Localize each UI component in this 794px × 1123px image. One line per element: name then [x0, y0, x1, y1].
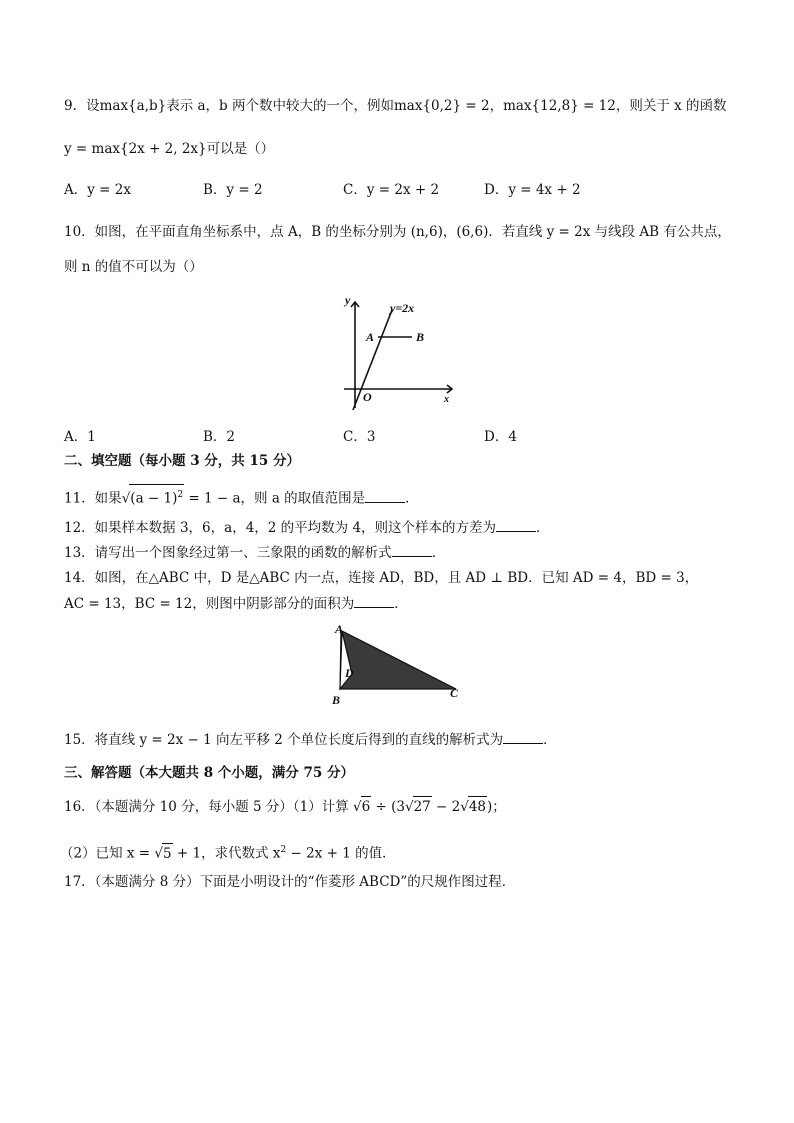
q13 [64, 543, 445, 563]
q15 [64, 730, 557, 750]
q11-answer-blank[interactable] [365, 490, 405, 503]
q14-line1: 14．如图，在△ABC 中，D 是△ABC 内一点，连接 AD，BD，且 AD ⊥ BD．已知 AD = 4，BD = 3， [64, 570, 699, 586]
q17: 17．（本题满分 8 分）下面是小明设计的“作菱形 ABCD”的尺规作图过程． [64, 874, 516, 890]
radicand-27: 27 [413, 796, 432, 817]
point-d-label: D [345, 666, 354, 680]
point-a-label: A [335, 622, 344, 636]
q10-line1: 10．如图，在平面直角坐标系中，点 A，B 的坐标分别为 (n,6)，(6,6)．若直线 y = 2x 与线段 AB 有公共点， [64, 224, 731, 240]
point-b-label: B [416, 330, 425, 344]
q10-coordinate-figure [336, 288, 460, 414]
x-axis-label: x [444, 394, 449, 405]
radicand-6: 6 [361, 796, 372, 817]
q11-condition: = 1 − a，则 a 的取值范围是 [184, 490, 366, 507]
sqrt-sign-icon: √ [121, 490, 131, 507]
q16-part2-mid: + 1，求代数式 x [172, 845, 281, 862]
q10-option-c: C．3 [343, 429, 376, 445]
q16-line1 [64, 796, 506, 817]
sqrt-sign-icon: √ [460, 799, 469, 815]
q11 [64, 484, 419, 509]
q13-text: 13．请写出一个图象经过第一、三象限的函数的解析式 [64, 545, 392, 561]
radicand-5: 5 [162, 843, 173, 864]
q16-op1: ÷ (3 [371, 799, 405, 815]
q11-end: ． [405, 490, 419, 507]
q16-part2-text: （2）已知 x = [60, 845, 155, 862]
point-a-label: A [366, 330, 375, 344]
q9-line2: y = max{2x + 2, 2x}可以是（） [64, 141, 275, 157]
sqrt-sign-icon: √ [154, 845, 163, 862]
q10-option-a: A．1 [64, 429, 96, 445]
q11-prefix: 11．如果 [64, 490, 122, 507]
q11-radicand: $(a - 1)^2$ [129, 484, 184, 509]
q10-option-d: D．4 [484, 429, 517, 445]
q14-triangle-figure [326, 622, 466, 708]
radicand-48: 48 [468, 796, 487, 817]
q9-option-a: A．y = 2x [64, 182, 131, 198]
q9-option-b: B．y = 2 [203, 182, 263, 198]
y-axis-label: y [345, 293, 351, 307]
q12-answer-blank[interactable] [496, 519, 536, 532]
q16-part1-end: )； [487, 799, 506, 815]
line-y-2x [353, 310, 392, 410]
sqrt-sign-icon: √ [353, 799, 362, 815]
q13-end: ． [431, 545, 446, 561]
q15-end: ． [543, 732, 557, 748]
q9-line1: 9．设max{a,b}表示 a，b 两个数中较大的一个，例如max{0,2} = 2，max{12,8} = 12，则关于 x 的函数 [64, 98, 727, 114]
q12-end: ． [536, 520, 550, 536]
q16-part2-end: − 2x + 1 的值． [286, 845, 396, 862]
shaded-region [340, 631, 456, 689]
q10-option-b: B．2 [203, 429, 236, 445]
q12 [64, 518, 550, 538]
point-b-label: B [332, 693, 341, 707]
q15-text: 15．将直线 y = 2x − 1 向左平移 2 个单位长度后得到的直线的解析式为 [64, 732, 504, 748]
q14-line2-text: AC = 13，BC = 12，则图中阴影部分的面积为 [64, 596, 355, 612]
q16-part1-text: 16．（本题满分 10 分，每小题 5 分）（1）计算 [64, 799, 353, 815]
q15-answer-blank[interactable] [503, 731, 543, 744]
q13-answer-blank[interactable] [392, 544, 432, 557]
section-2-heading: 二、填空题（每小题 3 分，共 15 分） [64, 453, 300, 469]
q16-op2: − 2 [431, 799, 461, 815]
q14-line2 [64, 594, 408, 614]
q14-end: ． [394, 596, 408, 612]
sqrt-sign-icon: √ [404, 799, 414, 815]
section-3-heading: 三、解答题（本大题共 8 个小题，满分 75 分） [64, 765, 354, 781]
origin-label: O [363, 390, 372, 404]
q16-exponent: 2 [280, 845, 287, 855]
q14-answer-blank[interactable] [354, 595, 394, 608]
q9-option-d: D．y = 4x + 2 [484, 182, 581, 198]
q12-text: 12．如果样本数据 3，6，a，4，2 的平均数为 4，则这个样本的方差为 [64, 520, 497, 536]
q16-line2 [60, 840, 396, 864]
point-c-label: C [450, 686, 459, 700]
q10-line2: 则 n 的值不可以为（） [64, 259, 203, 275]
q9-option-c: C．y = 2x + 2 [343, 182, 440, 198]
line-label: y=2x [390, 301, 415, 315]
